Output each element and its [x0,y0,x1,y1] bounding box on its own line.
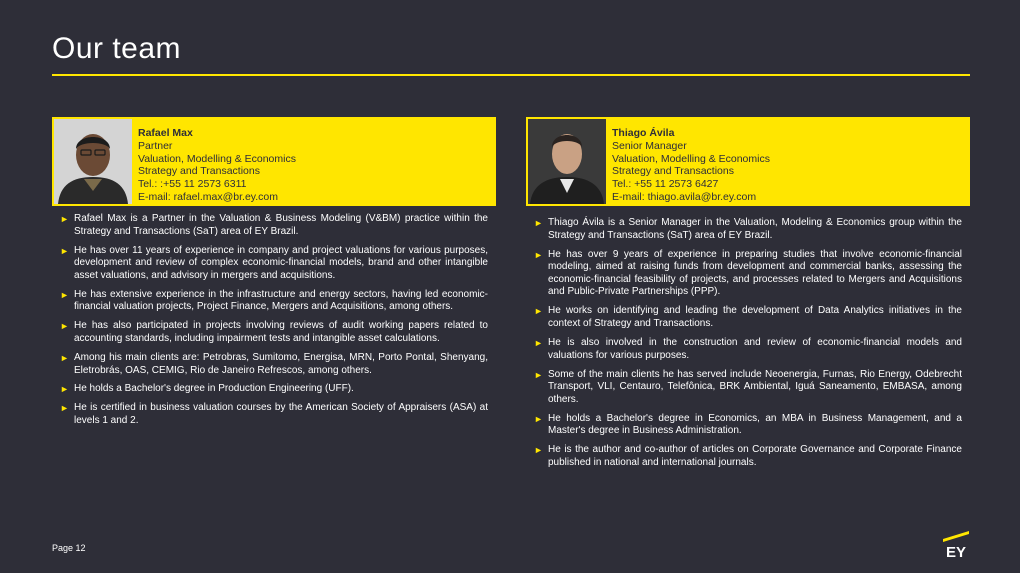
title-underline [52,74,970,76]
bio-item: ► He holds a Bachelor's degree in Economics, an MBA in Business Management, and a Master's degree in Business Administration. [534,412,962,437]
bio-item: ► Thiago Ávila is a Senior Manager in the Valuation, Modeling & Economics group within the Strategy and Transactions (SaT) area of EY Brazil. [534,217,962,241]
triangle-right-icon: ► [534,445,543,456]
contact-info [612,127,770,204]
triangle-right-icon: ► [60,245,69,256]
bio-item: ► He has over 9 years of experience in preparing studies that involve economic-financial modeling, aimed at raising funds from development and commercial banks, assessing the economic-financial feasibility of projects, and processes related to Mergers and Acquisitions and Public-Private Partnerships (PPP). [534,248,962,298]
triangle-right-icon: ► [534,413,543,424]
person-phone: Tel.: +55 11 2573 6427 [612,178,719,191]
person-name: Thiago Ávila [612,127,675,139]
ey-logo [941,530,971,558]
bio-list-thiago-avila [534,217,962,476]
person-name: Rafael Max [138,127,193,139]
person-phone: Tel.: :+55 11 2573 6311 [138,178,247,191]
triangle-right-icon: ► [534,218,543,228]
triangle-right-icon: ► [534,249,543,260]
bio-item: ► He is also involved in the construction and review of economic-financial models and valuations for various purposes. [534,336,962,361]
person-division: Strategy and Transactions [612,165,734,178]
bio-item: ► He holds a Bachelor's degree in Production Engineering (UFF). [60,383,354,395]
bio-list-rafael-max [60,213,488,434]
bio-item: ► He has also participated in projects involving reviews of audit working papers related to accounting standards, including impairment tests and intangible asset calculations. [60,320,488,344]
triangle-right-icon: ► [60,321,69,332]
page-title: Our team [52,32,182,65]
person-role: Senior Manager [612,139,687,152]
triangle-right-icon: ► [60,384,69,395]
triangle-right-icon: ► [534,369,543,380]
bio-item: ► Rafael Max is a Partner in the Valuation & Business Modeling (V&BM) practice within the Strategy and Transactions (SaT) area of EY Brazil. [60,213,488,237]
bio-item: ► He works on identifying and leading the development of Data Analytics initiatives in the context of Strategy and Transactions. [534,305,962,329]
bio-item: ► Among his main clients are: Petrobras, Sumitomo, Energisa, MRN, Porto Pontal, Shenyang, Eletrobrás, OAS, CEMIG, Rio de Janeiro Refrescos, among others. [60,351,488,376]
bio-item: ► He is the author and co-author of articles on Corporate Governance and Corporate Finance published in national and international journals. [534,444,962,468]
page-number: Page 12 [52,543,86,553]
person-department: Valuation, Modelling & Economics [612,152,770,165]
person-email[interactable]: E-mail: rafael.max@br.ey.com [138,190,279,203]
person-department: Valuation, Modelling & Economics [138,152,296,165]
profile-card-thiago-avila [526,117,970,206]
profile-photo [54,119,132,204]
triangle-right-icon: ► [60,214,69,224]
bio-item: ► He has extensive experience in the infrastructure and energy sectors, having led economic-financial valuation projects, Project Finance, Mergers and Acquisitions, among others. [60,288,488,313]
contact-info [138,127,296,204]
person-photo-icon [528,119,606,204]
person-division: Strategy and Transactions [138,165,260,178]
logo-text: EY [945,544,967,558]
triangle-right-icon: ► [534,337,543,348]
person-role: Partner [138,139,173,152]
bio-item: ► Some of the main clients he has served include Neoenergia, Furnas, Rio Energy, Odebrecht Transport, VLI, Centauro, Telefônica, BRK Ambiental, Iguá Saneamento, EMBASA, among others. [534,368,962,405]
person-photo-icon [54,119,132,204]
triangle-right-icon: ► [534,306,543,317]
person-email[interactable]: E-mail: thiago.avila@br.ey.com [612,190,757,203]
profile-card-rafael-max [52,117,496,206]
profile-photo [528,119,606,204]
triangle-right-icon: ► [60,403,69,414]
bio-item: ► He is certified in business valuation courses by the American Society of Appraisers (ASA) at levels 1 and 2. [60,402,488,427]
triangle-right-icon: ► [60,289,69,300]
triangle-right-icon: ► [60,352,69,363]
bio-item: ► He has over 11 years of experience in company and project valuations for various purposes, development and review of complex economic-financial models, brand and other intangible asset valuations, and advisory in mergers and acquisitions. [60,244,488,281]
